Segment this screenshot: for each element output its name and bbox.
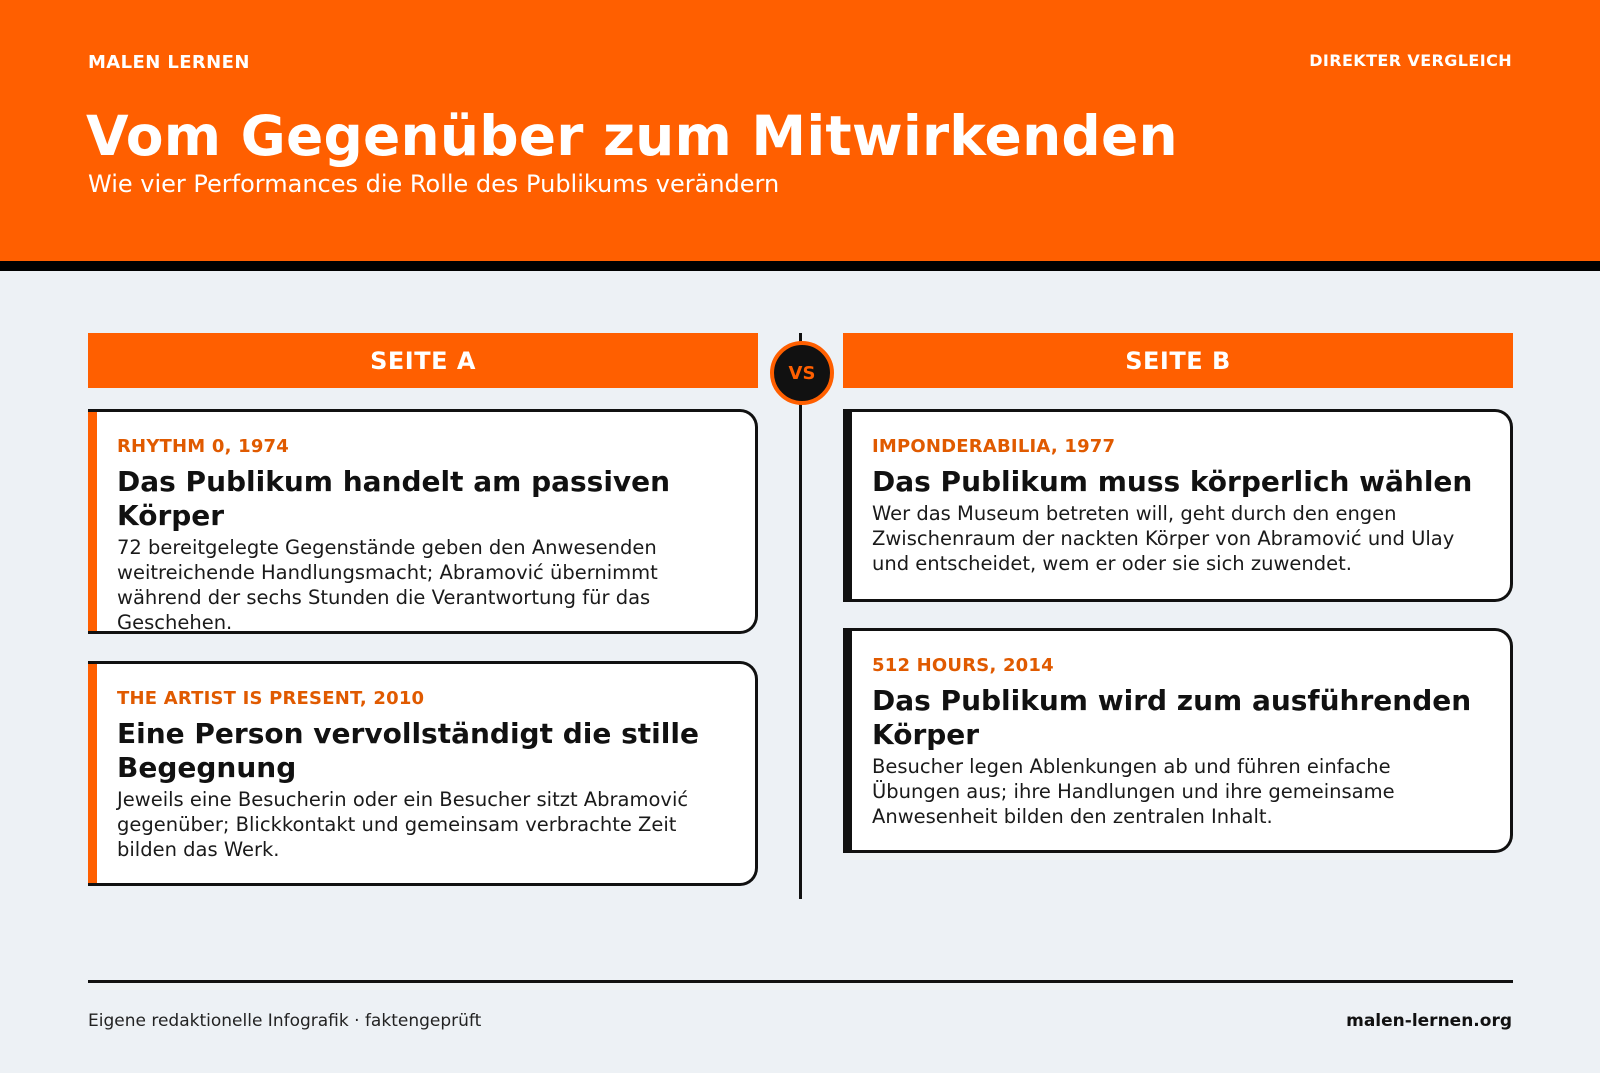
footer-rule <box>88 980 1513 983</box>
side-a-header: SEITE A <box>88 333 758 388</box>
brand-name[interactable]: MALEN LERNEN <box>88 52 250 73</box>
card-title: Das Publikum wird zum ausführenden Körper <box>872 684 1472 751</box>
card-imponderabilia <box>843 409 1513 602</box>
card-512-hours <box>843 628 1513 853</box>
page-title: Vom Gegenüber zum Mitwirkenden <box>86 104 1178 168</box>
kicker-label: DIREKTER VERGLEICH <box>1309 51 1512 70</box>
card-label: THE ARTIST IS PRESENT, 2010 <box>117 688 425 709</box>
card-title: Das Publikum muss körperlich wählen <box>872 465 1473 498</box>
card-text: 72 bereitgelegte Gegenstände geben den Anwesenden weitreichende Handlungsmacht; Abramović übernimmt während der sechs Stunden die Verantwortung für das Geschehen. <box>117 536 658 634</box>
card-label: RHYTHM 0, 1974 <box>117 436 290 457</box>
card-text: Besucher legen Ablenkungen ab und führen einfache Übungen aus; ihre Handlungen und ihre gemeinsame Anwesenheit bilden den zentralen Inhalt. <box>872 755 1395 828</box>
card-rhythm-0 <box>88 409 758 634</box>
card-title: Das Publikum handelt am passiven Körper <box>117 465 671 532</box>
center-divider <box>799 333 802 899</box>
vs-badge: VS <box>770 341 834 405</box>
card-text: Wer das Museum betreten will, geht durch den engen Zwischenraum der nackten Körper von Abramović und Ulay und entscheidet, wem er oder sie sich zuwendet. <box>872 502 1455 575</box>
side-b-header: SEITE B <box>843 333 1513 388</box>
card-label: 512 HOURS, 2014 <box>872 655 1054 676</box>
header-banner <box>0 0 1600 271</box>
card-text: Jeweils eine Besucherin oder ein Besucher sitzt Abramović gegenüber; Blickkontakt und gemeinsam verbrachte Zeit bilden das Werk. <box>117 788 689 861</box>
footer-note: Eigene redaktionelle Infografik · faktengeprüft <box>88 1011 482 1031</box>
page-subtitle: Wie vier Performances die Rolle des Publikums verändern <box>88 170 780 198</box>
footer-site-link[interactable]: malen-lernen.org <box>1346 1011 1512 1031</box>
card-title: Eine Person vervollständigt die stille Begegnung <box>117 717 699 784</box>
card-label: IMPONDERABILIA, 1977 <box>872 436 1116 457</box>
card-artist-is-present <box>88 661 758 886</box>
